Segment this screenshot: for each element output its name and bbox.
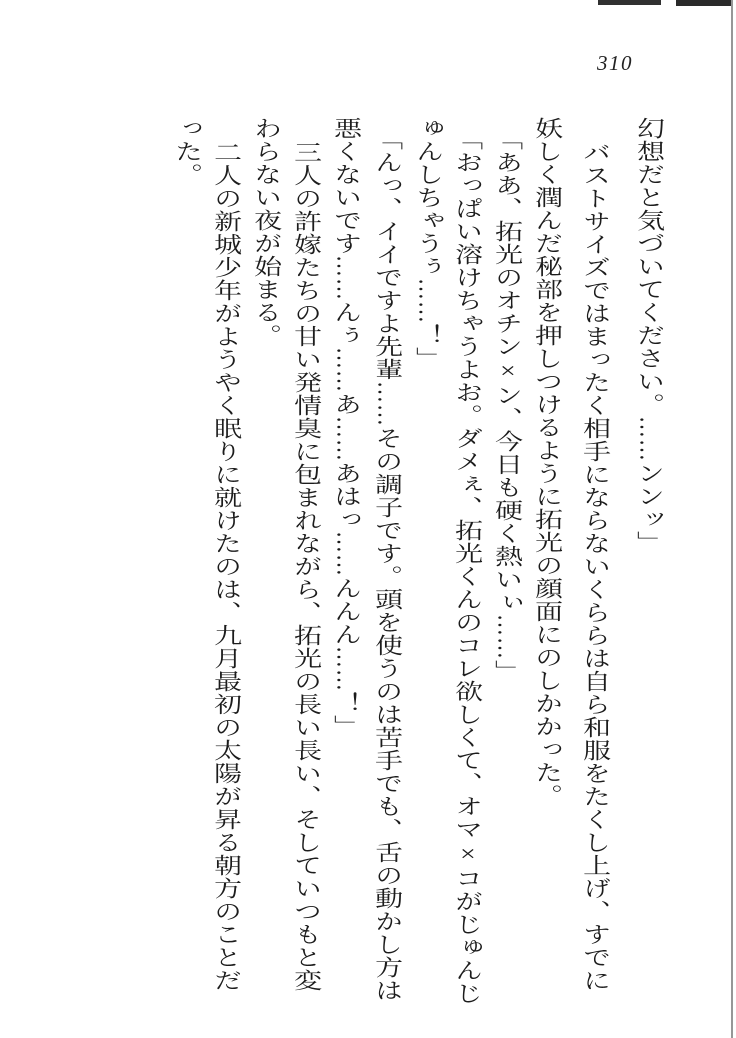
text-column-8: 悪くないです……んぅ……あ……あはっ……んんん……！」 <box>330 117 363 738</box>
text-column-4: 「ああ、拓光のオチン×ン、今日も硬く熱いぃ……」 <box>491 128 524 683</box>
text-column-7: 「んっ、イイですよ先輩……その調子です。頭を使うのは苦手でも、舌の動かし方は <box>371 128 404 1002</box>
page-number: 310 <box>597 51 633 75</box>
text-column-11: 二人の新城少年がようやく眠りに就けたのは、九月最初の太陽が昇る朝方のことだ <box>210 141 243 992</box>
text-column-6: ゅんしちゃうぅ……！」 <box>412 117 445 370</box>
text-column-2: バストサイズではまったく相手にならないくららは自ら和服をたくし上げ、すでに <box>579 141 612 992</box>
text-column-1: 幻想だと気づいてください。……ンンッ」 <box>633 117 666 554</box>
text-column-5: 「おっぱい溶けちゃうよお。ダメぇ、拓光くんのコレ欲しくて、オマ×コがじゅんじ <box>451 128 484 1005</box>
text-column-12: った。 <box>171 117 204 186</box>
text-column-3: 妖しく潤んだ秘部を押しつけるように拓光の顔面にのしかかった。 <box>531 117 564 807</box>
text-column-10: わらない夜が始まる。 <box>250 117 283 347</box>
text-column-9: 三人の許嫁たちの甘い発情臭に包まれながら、拓光の長い長い、そしていつもと変 <box>290 141 323 992</box>
